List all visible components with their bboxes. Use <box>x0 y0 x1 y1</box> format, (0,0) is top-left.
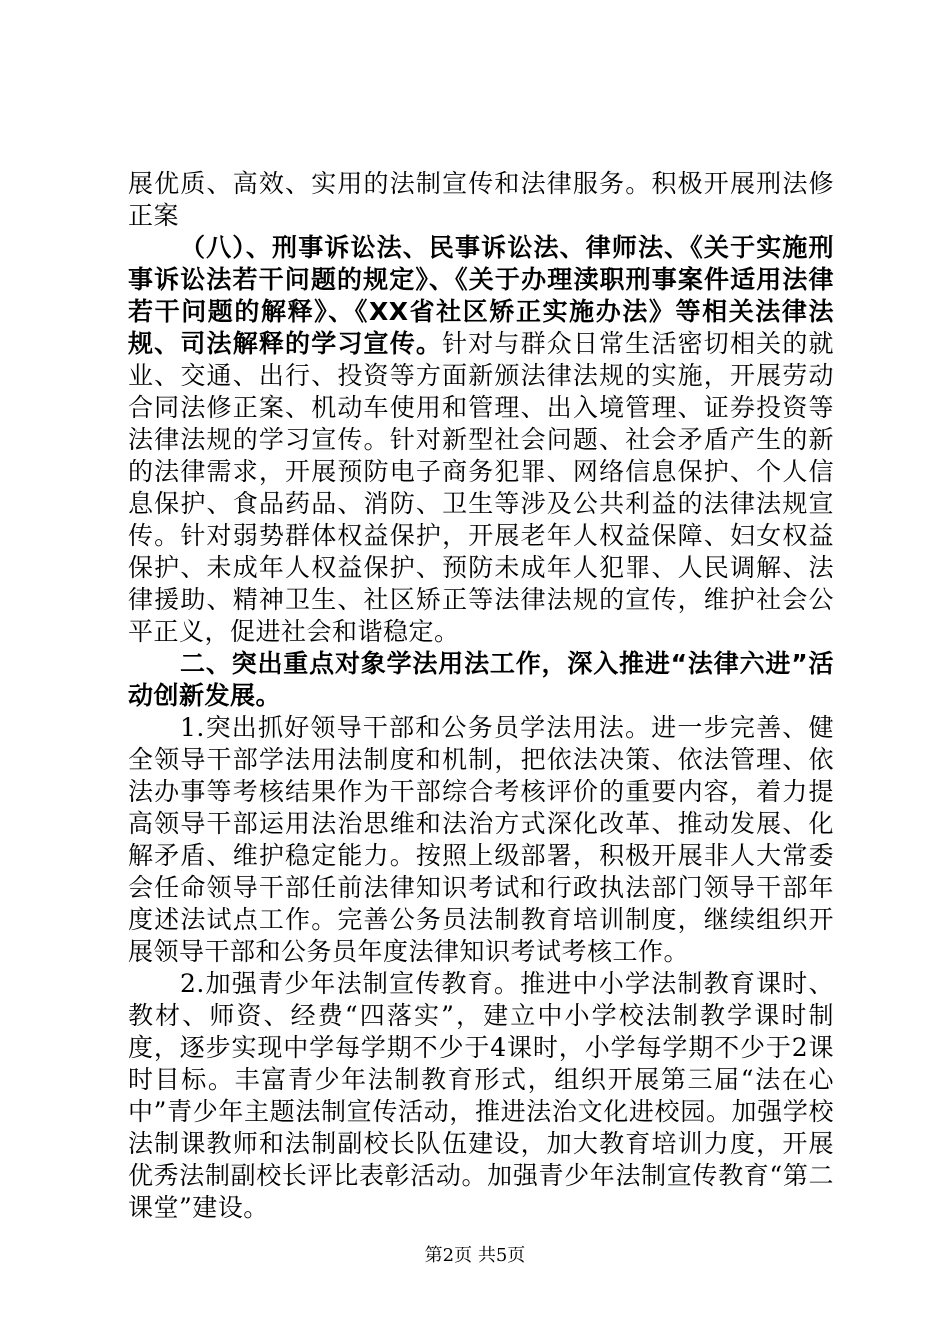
section-eight-body: 针对与群众日常生活密切相关的就业、交通、出行、投资等方面新颁法律法规的实施，开展劳动合同法修正案、机动车使用和管理、出入境管理、证券投资等法律法规的学习宣传。针对新型社会问题、社会矛盾产生的新的法律需求，开展预防电子商务犯罪、网络信息保护、个人信息保护、食品药品、消防、卫生等涉及公共利益的法律法规宣传。针对弱势群体权益保护，开展老年人权益保障、妇女权益保护、未成年人权益保护、预防未成年人犯罪、人民调解、法律援助、精神卫生、社区矫正等法律法规的宣传，维护社会公平正义，促进社会和谐稳定。 <box>128 329 834 646</box>
paragraph-section-eight <box>128 232 834 648</box>
section-eight-heading: （八）、刑事诉讼法、民事诉讼法、律师法、《关于实施刑事诉讼法若干问题的规定》、《关于办理渎职刑事案件适用法律若干问题的解释》、《XX省社区矫正实施办法》等相关法律法规、司法解释的学习宣传。 <box>128 233 834 358</box>
page-number-footer: 第2页 共5页 <box>424 1245 526 1266</box>
paragraph-continued: 展优质、高效、实用的法制宣传和法律服务。积极开展刑法修正案 <box>128 169 834 230</box>
heading-section-two: 二、突出重点对象学法用法工作，深入推进“法律六进”活动创新发展。 <box>128 649 834 710</box>
paragraph-item-1: 1.突出抓好领导干部和公务员学法用法。进一步完善、健全领导干部学法用法制度和机制，把依法决策、依法管理、依法办事等考核结果作为干部综合考核评价的重要内容，着力提高领导干部运用法治思维和法治方式深化改革、推动发展、化解矛盾、维护稳定能力。按照上级部署，积极开展非人大常委会任命领导干部任前法律知识考试和行政执法部门领导干部年度述法试点工作。完善公务员法制教育培训制度，继续组织开展领导干部和公务员年度法律知识考试考核工作。 <box>128 713 834 966</box>
document-body <box>128 168 834 1224</box>
paragraph-item-2: 2.加强青少年法制宣传教育。推进中小学法制教育课时、教材、师资、经费“四落实”，建立中小学校法制教学课时制度，逐步实现中学每学期不少于4课时，小学每学期不少于2课时目标。丰富青少年法制教育形式，组织开展第三届“法在心中”青少年主题法制宣传活动，推进法治文化进校园。加强学校法制课教师和法制副校长队伍建设，加大教育培训力度，开展优秀法制副校长评比表彰活动。加强青少年法制宣传教育“第二课堂”建设。 <box>128 969 834 1222</box>
